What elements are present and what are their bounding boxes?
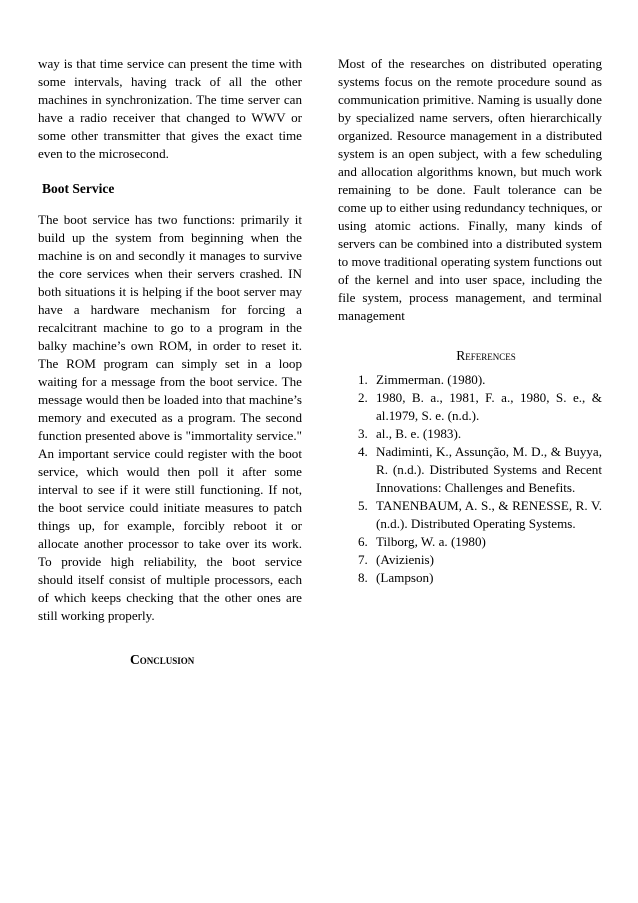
reference-number: 2.	[358, 390, 368, 405]
reference-text: Nadiminti, K., Assunção, M. D., & Buyya, R. (n.d.). Distributed Systems and Recent Innovations: Challenges and Benefits.	[376, 444, 602, 495]
right-column	[338, 55, 602, 587]
reference-text: Zimmerman. (1980).	[376, 372, 486, 387]
reference-number: 6.	[358, 534, 368, 549]
references-list	[338, 371, 602, 587]
reference-number: 4.	[358, 444, 368, 459]
reference-text: (Avizienis)	[376, 552, 434, 567]
reference-text: al., B. e. (1983).	[376, 426, 462, 441]
reference-item	[338, 443, 602, 497]
boot-service-heading: Boot Service	[42, 181, 115, 196]
reference-item	[338, 425, 602, 443]
reference-text: TANENBAUM, A. S., & RENESSE, R. V. (n.d.). Distributed Operating Systems.	[376, 498, 602, 531]
reference-number: 5.	[358, 498, 368, 513]
reference-item	[338, 497, 602, 533]
reference-text: Tilborg, W. a. (1980)	[376, 534, 486, 549]
conclusion-heading: Conclusion	[130, 652, 195, 667]
reference-number: 8.	[358, 570, 368, 585]
conclusion-paragraph: Most of the researches on distributed operating systems focus on the remote procedure sound as communication primitive. Naming is usually done by specialized name servers, often hierarchically organized. Resource management in a distributed system is an open subject, with a few scheduling and allocation algorithms known, but much work remaining to be done. Fault tolerance can be come up to either using redundancy techniques, or using atomic actions. Finally, many kinds of servers can be combined into a distributed system to move traditional operating system functions out of the kernel and into user space, including the file system, process management, and terminal management	[338, 56, 603, 323]
reference-number: 1.	[358, 372, 368, 387]
reference-item	[338, 389, 602, 425]
reference-text: (Lampson)	[376, 570, 434, 585]
left-column	[38, 55, 302, 669]
reference-text: 1980, B. a., 1981, F. a., 1980, S. e., & al.1979, S. e. (n.d.).	[376, 390, 602, 423]
time-service-paragraph: way is that time service can present the time with some intervals, having track of all the other machines in synchronization. The time server can have a radio receiver that changed to WWV or some other transmitter that gives the exact time even to the microsecond.	[38, 56, 302, 161]
reference-item	[338, 371, 602, 389]
reference-number: 7.	[358, 552, 368, 567]
boot-service-paragraph: The boot service has two functions: primarily it build up the system from beginning when the machine is on and secondly it manages to survive the core services when their servers crashed. IN both situations it is helping if the boot server may have a hardware mechanism for forcing a recalcitrant machine to go to a program in the balky machine’s own ROM, in order to reset it. The ROM program can simply set in a loop waiting for a message from the boot service. The message would then be loaded into that machine’s memory and executed as a program. The second function presented above is "immortality service." An important service could register with the boot service, which would then poll it after some interval to see if it were still functioning. If not, the boot service could initiate measures to patch things up, for example, forcibly reboot it or allocate another processor to take over its work. To provide high reliability, the boot service should itself consist of multiple processors, each of which keeps checking that the other ones are still working properly.	[38, 212, 302, 623]
reference-item	[338, 533, 602, 551]
reference-item	[338, 569, 602, 587]
references-heading: References	[456, 348, 516, 363]
reference-number: 3.	[358, 426, 368, 441]
reference-item	[338, 551, 602, 569]
